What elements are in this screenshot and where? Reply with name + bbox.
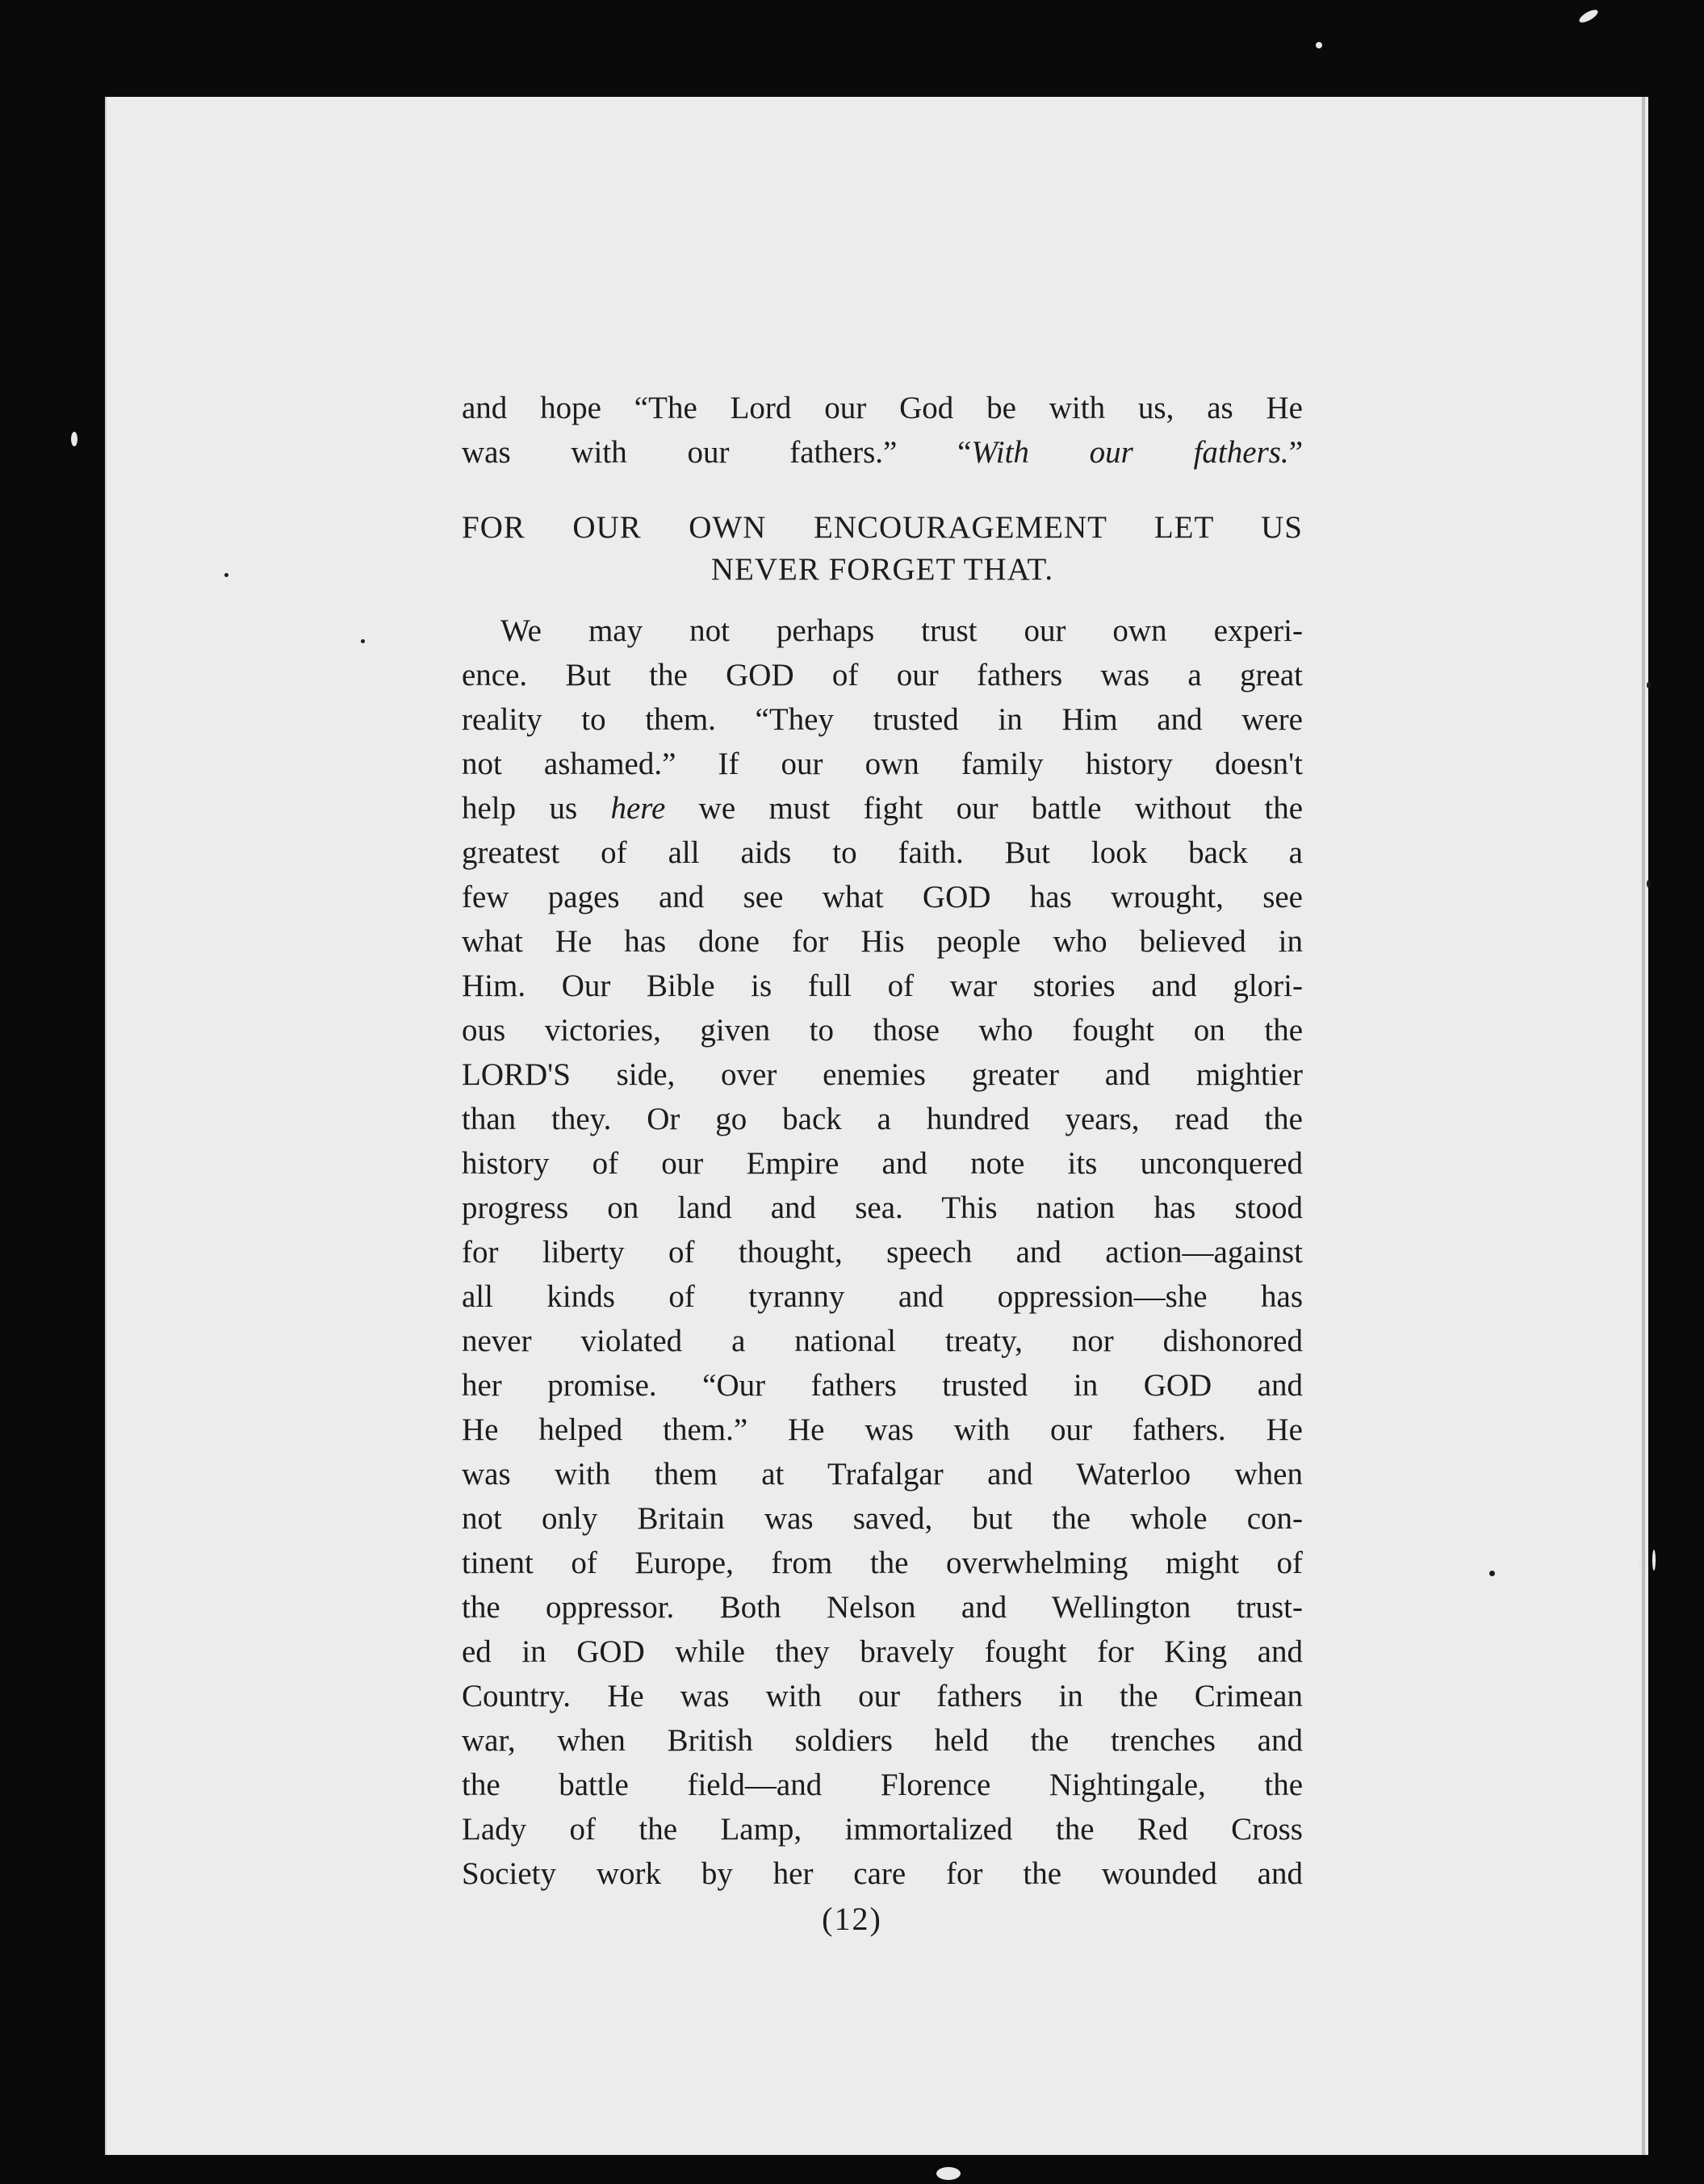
text-line: for liberty of thought, speech and action—against bbox=[462, 1235, 1303, 1270]
text-line: greatest of all aids to faith. But look back a bbox=[462, 835, 1303, 870]
text-line: all kinds of tyranny and oppression—she has bbox=[462, 1279, 1303, 1314]
text-line: the oppressor. Both Nelson and Wellington trust- bbox=[462, 1590, 1303, 1625]
text-line bbox=[462, 430, 1303, 475]
text-line: not ashamed.” If our own family history doesn't bbox=[462, 747, 1303, 781]
text-line: not only Britain was saved, but the whole con- bbox=[462, 1501, 1303, 1536]
scan-speck bbox=[71, 432, 77, 446]
text-fragment: ” bbox=[1288, 435, 1303, 470]
scan-speck bbox=[1639, 1554, 1642, 1571]
body-paragraph bbox=[462, 609, 1303, 1896]
text-line: tinent of Europe, from the overwhelming might of bbox=[462, 1546, 1303, 1580]
text-fragment: was with our fathers.” “ bbox=[462, 435, 972, 470]
scan-speck bbox=[936, 2167, 961, 2180]
scan-speck bbox=[1647, 880, 1651, 888]
text-fragment: we must fight our battle without the bbox=[698, 791, 1304, 826]
text-line: the battle field—and Florence Nightingale, the bbox=[462, 1768, 1303, 1802]
heading-line: NEVER FORGET THAT. bbox=[710, 552, 1054, 587]
text-line: never violated a national treaty, nor dishonored bbox=[462, 1324, 1303, 1358]
scan-speck bbox=[224, 573, 228, 577]
text-line: LORD'S side, over enemies greater and mightier bbox=[462, 1057, 1303, 1092]
scan-speck bbox=[1489, 1571, 1495, 1576]
text-line: reality to them. “They trusted in Him and were bbox=[462, 702, 1303, 737]
page-binding-edge bbox=[1642, 97, 1645, 2155]
text-line: ence. But the GOD of our fathers was a great bbox=[462, 658, 1303, 692]
scan-speck bbox=[361, 639, 365, 643]
text-line: was with them at Trafalgar and Waterloo when bbox=[462, 1457, 1303, 1492]
scan-speck bbox=[1577, 7, 1600, 25]
intro-paragraph bbox=[462, 386, 1303, 475]
text-line: We may not perhaps trust our own experi- bbox=[500, 613, 1303, 648]
page-number: (12) bbox=[822, 1901, 882, 1937]
scan-speck bbox=[1647, 682, 1651, 688]
text-line: what He has done for His people who believed in bbox=[462, 924, 1303, 959]
italic-phrase: With our fathers. bbox=[971, 435, 1289, 470]
text-line: ed in GOD while they bravely fought for King and bbox=[462, 1634, 1303, 1669]
text-line: Lady of the Lamp, immortalized the Red Cross bbox=[462, 1812, 1303, 1847]
page-text bbox=[462, 386, 1303, 1896]
text-line: her promise. “Our fathers trusted in GOD and bbox=[462, 1368, 1303, 1403]
scan-speck bbox=[1316, 42, 1322, 48]
section-heading bbox=[462, 507, 1303, 591]
text-line: than they. Or go back a hundred years, read the bbox=[462, 1102, 1303, 1136]
text-line: ous victories, given to those who fought on the bbox=[462, 1013, 1303, 1048]
italic-word: here bbox=[610, 791, 666, 826]
text-line: progress on land and sea. This nation has stood bbox=[462, 1190, 1303, 1225]
text-line: Country. He was with our fathers in the Crimean bbox=[462, 1679, 1303, 1713]
text-line: history of our Empire and note its unconquered bbox=[462, 1146, 1303, 1181]
text-fragment: help us bbox=[462, 791, 578, 826]
text-line: war, when British soldiers held the trenches and bbox=[462, 1723, 1303, 1758]
scan-speck bbox=[1652, 1550, 1656, 1571]
text-line: He helped them.” He was with our fathers. He bbox=[462, 1412, 1303, 1447]
text-line: Society work by her care for the wounded and bbox=[462, 1856, 1303, 1891]
heading-line: FOR OUR OWN ENCOURAGEMENT LET US bbox=[462, 510, 1303, 545]
text-line bbox=[462, 786, 1303, 831]
text-line: Him. Our Bible is full of war stories and glori- bbox=[462, 969, 1303, 1003]
text-line: and hope “The Lord our God be with us, as He bbox=[462, 391, 1303, 425]
text-line: few pages and see what GOD has wrought, see bbox=[462, 880, 1303, 914]
